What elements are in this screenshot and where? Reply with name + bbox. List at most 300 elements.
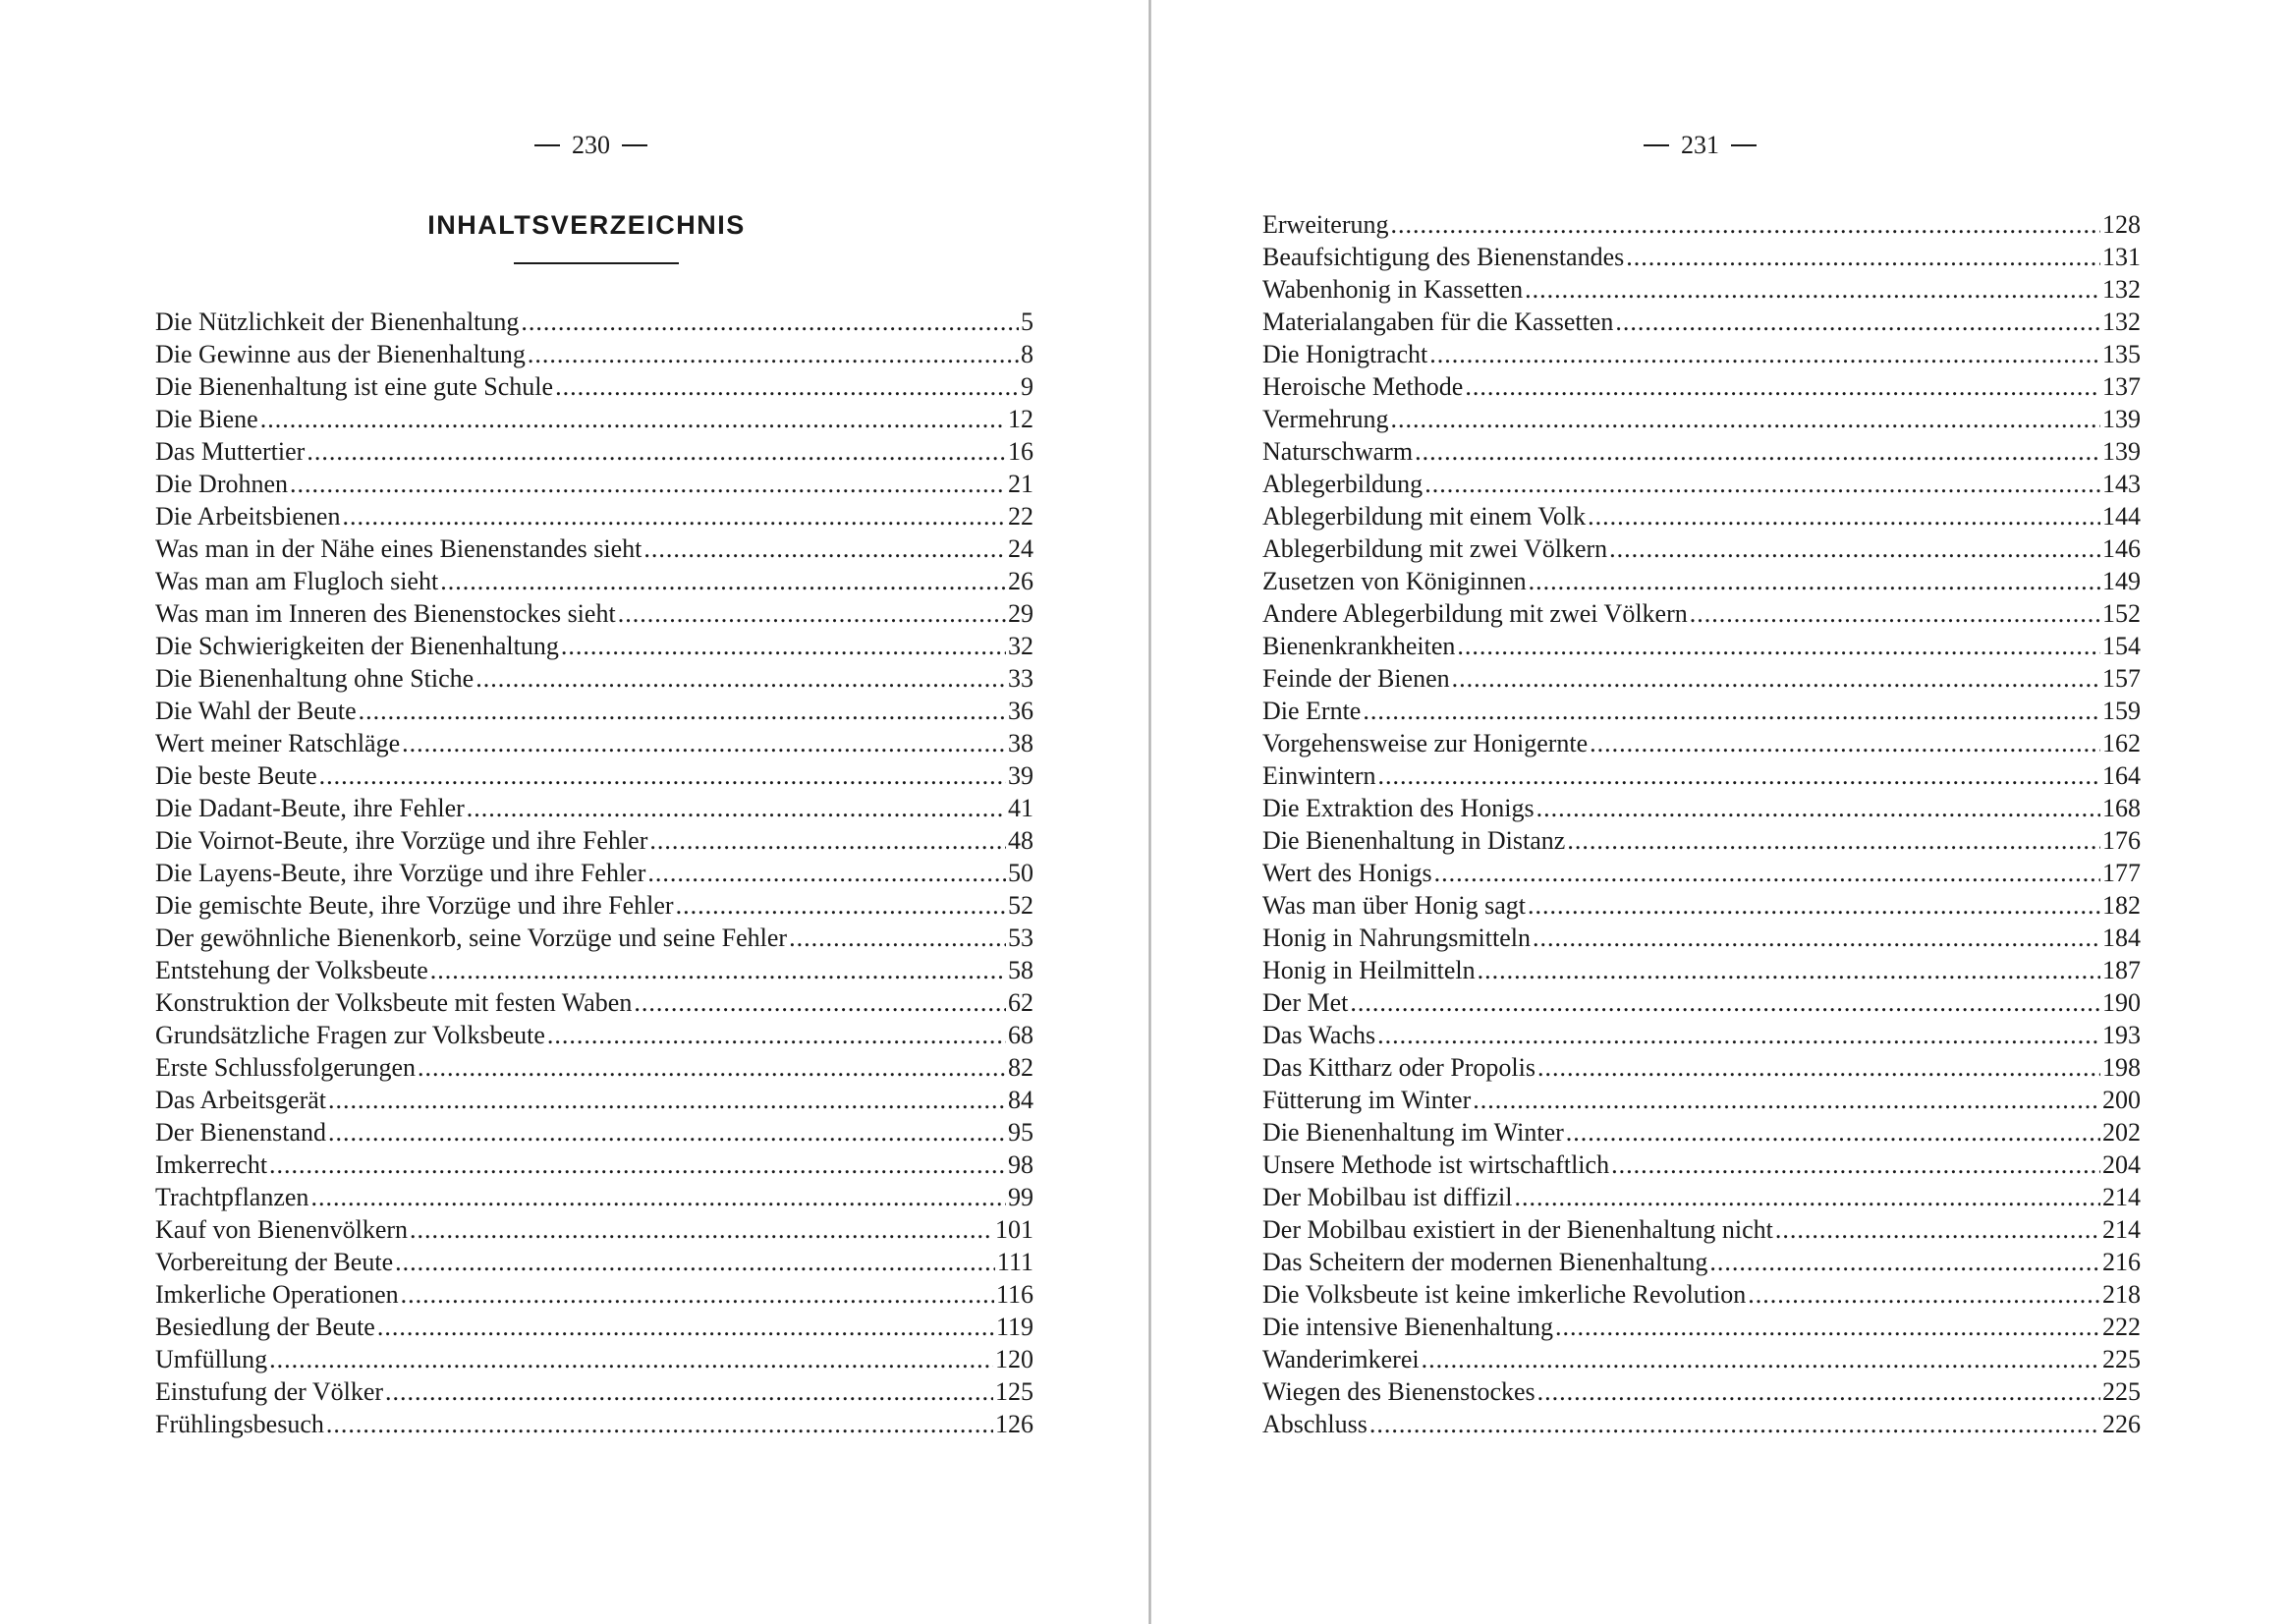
toc-entry [1262, 597, 2141, 630]
dot-leader [328, 1116, 1006, 1148]
page-number-text: 231 [1681, 131, 1719, 159]
toc-entry [1262, 922, 2141, 954]
toc-entry [1262, 857, 2141, 889]
toc-entry-page: 22 [1008, 502, 1033, 531]
toc-entry-page: 9 [1021, 372, 1033, 401]
toc-entry-page: 157 [2102, 664, 2141, 693]
dot-leader [634, 986, 1006, 1019]
toc-entry [155, 792, 1033, 824]
toc-heading: INHALTSVERZEICHNIS [427, 210, 746, 240]
toc-entry-page: 154 [2102, 632, 2141, 660]
folio-dash [1644, 144, 1669, 146]
toc-entry [155, 695, 1033, 727]
toc-entry-title: Die Nützlichkeit der Bienenhaltung [155, 308, 520, 336]
toc-entry-title: Die Voirnot-Beute, ihre Vorzüge und ihre Fehler [155, 826, 648, 855]
right-page [1151, 0, 2289, 1624]
toc-entry-page: 39 [1008, 761, 1033, 790]
toc-entry-title: Einwintern [1262, 761, 1376, 790]
toc-entry-page: 222 [2102, 1313, 2141, 1341]
toc-entry [1262, 435, 2141, 468]
toc-entry [155, 1051, 1033, 1084]
toc-entry-title: Zusetzen von Königinnen [1262, 567, 1527, 595]
toc-entry [155, 662, 1033, 695]
dot-leader [521, 306, 1019, 338]
dot-leader [359, 695, 1006, 727]
toc-entry-title: Die Wahl der Beute [155, 697, 357, 725]
toc-entry-title: Vorbereitung der Beute [155, 1248, 394, 1276]
toc-entry-title: Wert des Honigs [1262, 859, 1432, 887]
toc-entry [1262, 630, 2141, 662]
toc-entry [155, 1084, 1033, 1116]
dot-leader [555, 370, 1019, 403]
toc-entry-title: Honig in Nahrungsmitteln [1262, 924, 1531, 952]
toc-entry-page: 82 [1008, 1053, 1033, 1082]
toc-entry-page: 32 [1008, 632, 1033, 660]
toc-entry-page: 84 [1008, 1086, 1033, 1114]
dot-leader [1434, 857, 2100, 889]
dot-leader [1609, 532, 2100, 565]
dot-leader [467, 792, 1006, 824]
toc-entry-page: 225 [2102, 1377, 2141, 1406]
dot-leader [1555, 1311, 2100, 1343]
toc-entry-page: 29 [1008, 599, 1033, 628]
toc-entry-page: 120 [995, 1345, 1033, 1373]
toc-entry-page: 119 [995, 1313, 1033, 1341]
toc-entry [1262, 792, 2141, 824]
toc-entry [1262, 1116, 2141, 1148]
dot-leader [475, 662, 1006, 695]
toc-entry-title: Ablegerbildung [1262, 470, 1424, 498]
toc-entry-page: 190 [2102, 988, 2141, 1017]
dot-leader [307, 435, 1006, 468]
toc-entry [155, 954, 1033, 986]
toc-entry [1262, 889, 2141, 922]
dot-leader [1626, 241, 2100, 273]
toc-entry-page: 50 [1008, 859, 1033, 887]
dot-leader [1415, 435, 2100, 468]
toc-entry-page: 48 [1008, 826, 1033, 855]
toc-entry-page: 177 [2102, 859, 2141, 887]
toc-entry [1262, 954, 2141, 986]
toc-entry-page: 132 [2102, 308, 2141, 336]
toc-entry-page: 125 [995, 1377, 1033, 1406]
toc-entry [1262, 370, 2141, 403]
dot-leader [649, 824, 1006, 857]
dot-leader [1465, 370, 2100, 403]
dot-leader [1567, 824, 2100, 857]
toc-entry-title: Die Extraktion des Honigs [1262, 794, 1535, 822]
toc-entry-title: Die Gewinne aus der Bienenhaltung [155, 340, 526, 368]
toc-entry [155, 630, 1033, 662]
toc-entry-page: 218 [2102, 1280, 2141, 1309]
toc-entry [155, 1116, 1033, 1148]
toc-entry-title: Ablegerbildung mit einem Volk [1262, 502, 1587, 531]
toc-entry-page: 216 [2102, 1248, 2141, 1276]
toc-entry-page: 95 [1008, 1118, 1033, 1147]
toc-entry [155, 1278, 1033, 1311]
toc-entry-page: 200 [2102, 1086, 2141, 1114]
toc-entry-page: 184 [2102, 924, 2141, 952]
toc-entry-page: 41 [1008, 794, 1033, 822]
toc-entry [1262, 306, 2141, 338]
toc-entry [1262, 695, 2141, 727]
toc-entry-title: Andere Ablegerbildung mit zwei Völkern [1262, 599, 1688, 628]
toc-entry-title: Abschluss [1262, 1410, 1368, 1438]
dot-leader [1369, 1408, 2100, 1440]
toc-entry-title: Das Kittharz oder Propolis [1262, 1053, 1536, 1082]
toc-entry-title: Entstehung der Volksbeute [155, 956, 428, 984]
toc-entry-title: Feinde der Bienen [1262, 664, 1450, 693]
toc-entry-title: Die Schwierigkeiten der Bienenhaltung [155, 632, 559, 660]
toc-entry-title: Das Wachs [1262, 1021, 1376, 1049]
toc-entry [1262, 1213, 2141, 1246]
toc-entry-page: 128 [2102, 210, 2141, 239]
toc-entry-page: 137 [2102, 372, 2141, 401]
toc-entry [1262, 241, 2141, 273]
toc-entry-title: Bienenkrankheiten [1262, 632, 1456, 660]
toc-entry-title: Materialangaben für die Kassetten [1262, 308, 1614, 336]
toc-entry-title: Naturschwarm [1262, 437, 1414, 466]
toc-entry-title: Vermehrung [1262, 405, 1389, 433]
toc-entry-page: 132 [2102, 275, 2141, 304]
dot-leader [528, 338, 1019, 370]
toc-entry [155, 986, 1033, 1019]
toc-entry-title: Kauf von Bienenvölkern [155, 1215, 409, 1244]
toc-entry-title: Der gewöhnliche Bienenkorb, seine Vorzüge und seine Fehler [155, 924, 788, 952]
toc-entry-page: 214 [2102, 1183, 2141, 1211]
heading-rule [514, 262, 679, 264]
toc-entry-title: Frühlingsbesuch [155, 1410, 324, 1438]
toc-entry-title: Imkerliche Operationen [155, 1280, 399, 1309]
toc-entry [155, 1148, 1033, 1181]
toc-entry-title: Fütterung im Winter [1262, 1086, 1472, 1114]
dot-leader [1377, 1019, 2100, 1051]
toc-entry-page: 193 [2102, 1021, 2141, 1049]
dot-leader [395, 1246, 995, 1278]
toc-entry [155, 759, 1033, 792]
dot-leader [1690, 597, 2100, 630]
dot-leader [319, 759, 1006, 792]
toc-entry [1262, 1278, 2141, 1311]
toc-entry-page: 126 [995, 1410, 1033, 1438]
toc-entry [1262, 208, 2141, 241]
toc-entry [155, 306, 1033, 338]
dot-leader [1615, 306, 2100, 338]
dot-leader [1422, 1343, 2100, 1375]
toc-entry-title: Was man in der Nähe eines Bienenstandes sieht [155, 534, 642, 563]
toc-entry [1262, 565, 2141, 597]
dot-leader [647, 857, 1006, 889]
toc-entry-title: Wert meiner Ratschläge [155, 729, 401, 757]
toc-entry-page: 168 [2102, 794, 2141, 822]
dot-leader [1525, 273, 2100, 306]
toc-entry-page: 152 [2102, 599, 2141, 628]
dot-leader [1566, 1116, 2100, 1148]
toc-entry-title: Wanderimkerei [1262, 1345, 1420, 1373]
toc-entry-page: 5 [1021, 308, 1033, 336]
toc-entry-page: 159 [2102, 697, 2141, 725]
dot-leader [385, 1375, 993, 1408]
toc-entry [155, 1181, 1033, 1213]
toc-entry-page: 62 [1008, 988, 1033, 1017]
toc-entry [155, 435, 1033, 468]
dot-leader [1424, 468, 2100, 500]
toc-entry [155, 889, 1033, 922]
toc-entry-page: 111 [996, 1248, 1033, 1276]
toc-entry [1262, 662, 2141, 695]
toc-entry [1262, 1408, 2141, 1440]
toc-entry-page: 116 [995, 1280, 1033, 1309]
dot-leader [1529, 565, 2100, 597]
toc-entry [1262, 824, 2141, 857]
dot-leader [310, 1181, 1006, 1213]
dot-leader [1536, 792, 2100, 824]
toc-entry-title: Der Mobilbau existiert in der Bienenhaltung nicht [1262, 1215, 1773, 1244]
toc-entry-title: Die intensive Bienenhaltung [1262, 1313, 1554, 1341]
toc-entry [1262, 500, 2141, 532]
dot-leader [1709, 1246, 2100, 1278]
dot-leader [1533, 922, 2100, 954]
toc-entry [1262, 532, 2141, 565]
toc-entry-page: 21 [1008, 470, 1033, 498]
toc-entry [155, 532, 1033, 565]
dot-leader [269, 1343, 993, 1375]
toc-entry-title: Das Scheitern der modernen Bienenhaltung [1262, 1248, 1708, 1276]
toc-entry [155, 727, 1033, 759]
dot-leader [1391, 403, 2100, 435]
toc-entry [155, 1213, 1033, 1246]
toc-entry-page: 143 [2102, 470, 2141, 498]
toc-entry-title: Der Bienenstand [155, 1118, 327, 1147]
toc-entry [155, 500, 1033, 532]
toc-entry-title: Die Honigtracht [1262, 340, 1428, 368]
dot-leader [430, 954, 1006, 986]
dot-leader [1528, 889, 2100, 922]
dot-leader [440, 565, 1006, 597]
dot-leader [1391, 208, 2100, 241]
toc-entry [155, 597, 1033, 630]
toc-entry-title: Erste Schlussfolgerungen [155, 1053, 417, 1082]
toc-entry-page: 182 [2102, 891, 2141, 920]
toc-entry-title: Grundsätzliche Fragen zur Volksbeute [155, 1021, 545, 1049]
toc-entry-title: Die Biene [155, 405, 258, 433]
toc-entry-title: Die Drohnen [155, 470, 289, 498]
toc-entry-page: 8 [1021, 340, 1033, 368]
dot-leader [1378, 759, 2100, 792]
dot-leader [290, 468, 1006, 500]
page-number-left [534, 130, 647, 161]
toc-entry-title: Unsere Methode ist wirtschaftlich [1262, 1150, 1610, 1179]
dot-leader [1590, 727, 2100, 759]
toc-entry-title: Die Bienenhaltung ohne Stiche [155, 664, 475, 693]
toc-entry [155, 1019, 1033, 1051]
toc-entry [155, 1375, 1033, 1408]
toc-entry-title: Die Bienenhaltung ist eine gute Schule [155, 372, 554, 401]
toc-entry-title: Der Mobilbau ist diffizil [1262, 1183, 1513, 1211]
toc-entry-page: 99 [1008, 1183, 1033, 1211]
toc-entry-page: 214 [2102, 1215, 2141, 1244]
toc-entry [1262, 727, 2141, 759]
dot-leader [618, 597, 1006, 630]
toc-entry-title: Imkerrecht [155, 1150, 268, 1179]
dot-leader [789, 922, 1006, 954]
dot-leader [1611, 1148, 2100, 1181]
toc-entry-title: Beaufsichtigung des Bienenstandes [1262, 243, 1625, 271]
toc-entry [1262, 273, 2141, 306]
dot-leader [1473, 1084, 2100, 1116]
toc-entry-page: 52 [1008, 891, 1033, 920]
dot-leader [377, 1311, 994, 1343]
folio-dash [1731, 144, 1757, 146]
toc-entry-page: 38 [1008, 729, 1033, 757]
toc-entry-page: 68 [1008, 1021, 1033, 1049]
toc-entry-title: Ablegerbildung mit zwei Völkern [1262, 534, 1608, 563]
toc-entry-title: Das Arbeitsgerät [155, 1086, 327, 1114]
dot-leader [676, 889, 1006, 922]
dot-leader [342, 500, 1006, 532]
toc-entry [1262, 1084, 2141, 1116]
dot-leader [1478, 954, 2100, 986]
toc-entry [155, 565, 1033, 597]
toc-entry [155, 824, 1033, 857]
toc-entry-title: Die Dadant-Beute, ihre Fehler [155, 794, 465, 822]
dot-leader [561, 630, 1006, 662]
toc-entry [1262, 759, 2141, 792]
page-number-right [1644, 130, 1757, 161]
toc-entry-page: 12 [1008, 405, 1033, 433]
toc-entry [1262, 403, 2141, 435]
toc-entry-page: 202 [2102, 1118, 2141, 1147]
toc-entry [1262, 1311, 2141, 1343]
toc-entry [155, 922, 1033, 954]
dot-leader [1537, 1051, 2100, 1084]
toc-entry [155, 403, 1033, 435]
toc-entry [1262, 986, 2141, 1019]
dot-leader [326, 1408, 993, 1440]
toc-entry-page: 131 [2102, 243, 2141, 271]
toc-entry-title: Die Ernte [1262, 697, 1362, 725]
dot-leader [1748, 1278, 2100, 1311]
toc-entry [155, 1246, 1033, 1278]
toc-entry-title: Was man am Flugloch sieht [155, 567, 439, 595]
toc-entry-page: 26 [1008, 567, 1033, 595]
toc-entry-title: Vorgehensweise zur Honigernte [1262, 729, 1589, 757]
dot-leader [1514, 1181, 2100, 1213]
toc-entry-page: 198 [2102, 1053, 2141, 1082]
toc-entry-title: Was man über Honig sagt [1262, 891, 1526, 920]
toc-entry-page: 101 [995, 1215, 1033, 1244]
dot-leader [328, 1084, 1006, 1116]
dot-leader [1363, 695, 2100, 727]
toc-entry-title: Trachtpflanzen [155, 1183, 309, 1211]
toc-entry-page: 146 [2102, 534, 2141, 563]
toc-entry-page: 53 [1008, 924, 1033, 952]
dot-leader [1457, 630, 2100, 662]
toc-entry-page: 36 [1008, 697, 1033, 725]
toc-entry [1262, 1343, 2141, 1375]
toc-entry [155, 1343, 1033, 1375]
toc-list-right [1262, 208, 2141, 1440]
toc-entry-title: Die Bienenhaltung im Winter [1262, 1118, 1564, 1147]
toc-entry [1262, 1148, 2141, 1181]
folio-dash [622, 144, 647, 146]
toc-entry-title: Das Muttertier [155, 437, 306, 466]
toc-list-left [155, 306, 1033, 1440]
toc-entry [155, 468, 1033, 500]
toc-entry-page: 226 [2102, 1410, 2141, 1438]
folio-dash [534, 144, 560, 146]
toc-entry [1262, 338, 2141, 370]
dot-leader [410, 1213, 993, 1246]
toc-entry [155, 338, 1033, 370]
dot-leader [269, 1148, 1006, 1181]
dot-leader [1452, 662, 2100, 695]
toc-entry-title: Konstruktion der Volksbeute mit festen Waben [155, 988, 633, 1017]
toc-entry [1262, 1375, 2141, 1408]
toc-entry-page: 204 [2102, 1150, 2141, 1179]
toc-entry [1262, 1181, 2141, 1213]
toc-entry-page: 16 [1008, 437, 1033, 466]
toc-entry-page: 33 [1008, 664, 1033, 693]
toc-entry [155, 857, 1033, 889]
toc-entry-title: Die Arbeitsbienen [155, 502, 341, 531]
toc-entry-title: Einstufung der Völker [155, 1377, 384, 1406]
toc-entry-page: 144 [2102, 502, 2141, 531]
toc-entry [155, 1408, 1033, 1440]
toc-entry-page: 187 [2102, 956, 2141, 984]
toc-entry-title: Umfüllung [155, 1345, 268, 1373]
toc-entry-title: Besiedlung der Beute [155, 1313, 375, 1341]
dot-leader [547, 1019, 1006, 1051]
toc-entry-page: 225 [2102, 1345, 2141, 1373]
page-number-text: 230 [572, 131, 610, 159]
toc-entry-title: Heroische Methode [1262, 372, 1464, 401]
dot-leader [1537, 1375, 2100, 1408]
toc-entry-title: Die Volksbeute ist keine imkerliche Revolution [1262, 1280, 1747, 1309]
toc-entry [155, 370, 1033, 403]
dot-leader [1350, 986, 2100, 1019]
toc-entry-page: 139 [2102, 437, 2141, 466]
toc-entry [155, 1311, 1033, 1343]
toc-entry-page: 58 [1008, 956, 1033, 984]
toc-entry-page: 164 [2102, 761, 2141, 790]
toc-entry-page: 135 [2102, 340, 2141, 368]
dot-leader [260, 403, 1006, 435]
toc-entry-page: 176 [2102, 826, 2141, 855]
toc-entry-title: Die Layens-Beute, ihre Vorzüge und ihre Fehler [155, 859, 646, 887]
toc-entry [1262, 1019, 2141, 1051]
dot-leader [402, 727, 1006, 759]
toc-entry-title: Erweiterung [1262, 210, 1389, 239]
dot-leader [1588, 500, 2100, 532]
toc-entry-title: Wiegen des Bienenstockes [1262, 1377, 1535, 1406]
toc-entry-title: Honig in Heilmitteln [1262, 956, 1476, 984]
toc-entry-page: 162 [2102, 729, 2141, 757]
toc-entry [1262, 1051, 2141, 1084]
toc-entry-title: Wabenhonig in Kassetten [1262, 275, 1524, 304]
toc-entry-page: 24 [1008, 534, 1033, 563]
dot-leader [418, 1051, 1006, 1084]
dot-leader [1775, 1213, 2100, 1246]
toc-entry-page: 149 [2102, 567, 2141, 595]
dot-leader [1429, 338, 2100, 370]
toc-entry [1262, 1246, 2141, 1278]
toc-entry-title: Die gemischte Beute, ihre Vorzüge und ihre Fehler [155, 891, 674, 920]
toc-entry-title: Der Met [1262, 988, 1349, 1017]
toc-entry-title: Die beste Beute [155, 761, 317, 790]
toc-entry-page: 139 [2102, 405, 2141, 433]
toc-entry-title: Die Bienenhaltung in Distanz [1262, 826, 1566, 855]
